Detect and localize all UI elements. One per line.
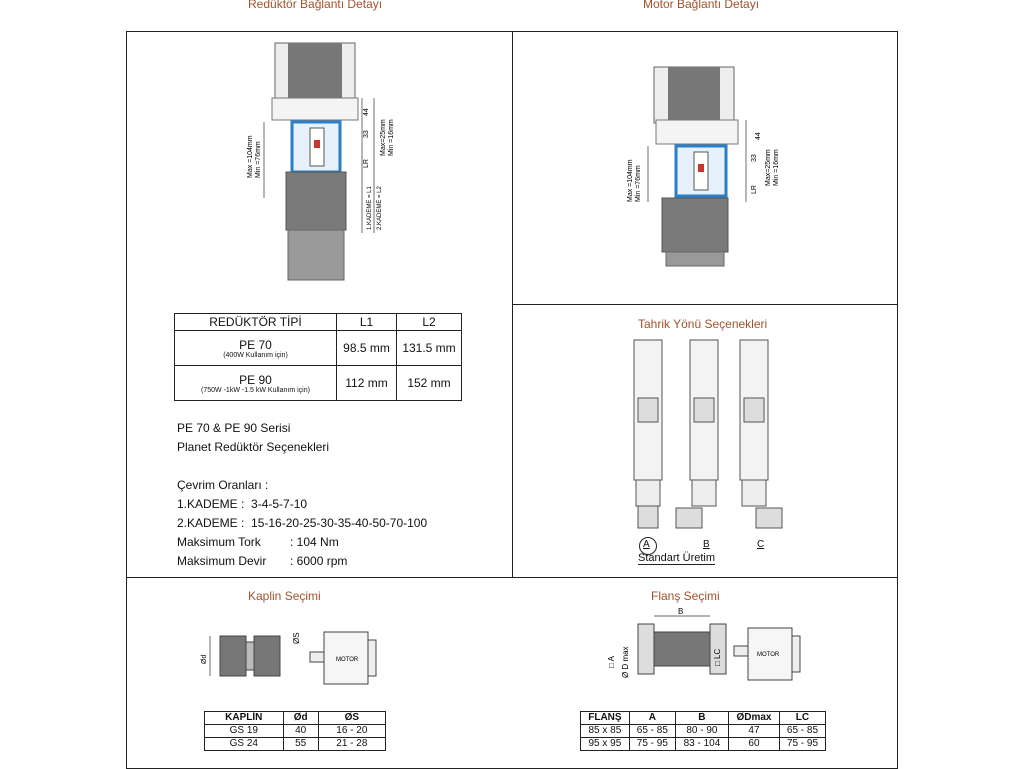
flange-a-label: □ A [607,656,616,668]
torque-value: : 104 Nm [290,535,339,549]
motor-connection-title: Motor Bağlantı Detayı [643,0,760,11]
flange-lc-label: □ LC [713,648,722,666]
flange-cell: 65 - 85 [779,725,825,738]
reducer-table-header: REDÜKTÖR TİPİ [175,314,337,331]
motor-connection-drawing [618,64,788,274]
coupling-os-label: ØS [292,632,301,644]
kademe2-label: 2.KADEME : [177,516,245,530]
reducer-l2: 152 mm [397,366,462,401]
reducer-type: PE 70 [239,337,272,352]
reducer-table [174,313,462,401]
dim-min-length: Min =76mm [255,141,262,178]
flange-title: Flanş Seçimi [651,589,720,603]
reducer-connection-drawing [240,38,400,308]
motor-core [668,67,720,123]
flange-cell: 95 x 95 [581,738,630,751]
flange-cell: 65 - 85 [629,725,675,738]
table-row [175,366,462,401]
flange-cell: 75 - 95 [779,738,825,751]
option-a-label: A [643,539,650,550]
drive-direction-drawing [620,338,790,538]
coupling-insert [698,164,704,172]
coupling-table-header: ØS [318,712,385,725]
coupling-cell: 55 [283,738,318,751]
flange-table-header: B [675,712,728,725]
coupling-cell: 21 - 28 [318,738,385,751]
flange-cell: 80 - 90 [675,725,728,738]
flange-cell: 47 [728,725,779,738]
coupling-drawing [196,622,386,692]
flange-cell: 83 - 104 [675,738,728,751]
coupling-od-label: Ød [201,654,208,664]
reducer-note: (750W -1kW -1.5 kW Kullanım için) [201,386,310,394]
actuator-c [740,340,782,528]
speed-label: Maksimum Devir [177,554,267,568]
flange-b-label: B [678,607,684,616]
dim-min-shaft: Min =16mm [388,119,395,156]
flange-table-header: LC [779,712,825,725]
motor-end-cap [666,252,724,266]
flange-dmax-label: Ø D max [621,646,630,678]
dim-min-length: Min =76mm [635,165,642,202]
table-row [175,331,462,366]
flange-cell: 85 x 85 [581,725,630,738]
coupling-cell: GS 19 [205,725,284,738]
dim-min-shaft: Min =16mm [773,149,780,186]
coupling-insert [314,140,320,148]
series-line: PE 70 & PE 90 Serisi [177,421,291,435]
kademe2-label: 2.KADEME = L2 [377,186,383,230]
dim-max-length: Max =104mm [247,135,254,178]
coupling-cell: 40 [283,725,318,738]
speed-value: : 6000 rpm [290,554,348,568]
drive-direction-title: Tahrik Yönü Seçenekleri [638,317,768,331]
actuator-b [676,340,718,528]
option-b-label: B [703,539,710,550]
flange-motor-label: MOTOR [757,652,780,658]
coupling-cell: GS 24 [205,738,284,751]
reducer-output [288,230,344,280]
series-description: Planet Redüktör Seçenekleri [177,440,330,454]
table-row [581,738,826,751]
reducer-info [177,419,427,571]
flange-cell: 75 - 95 [629,738,675,751]
reducer-l1: 98.5 mm [337,331,397,366]
reducer-note: (400W Kullanım için) [223,351,288,359]
flange-drawing [600,606,820,696]
divider-horizontal [126,577,898,578]
coupling-table-header: Ød [283,712,318,725]
dim-lr: LR [751,185,758,194]
flange-table-header: ØDmax [728,712,779,725]
reducer-l2: 131.5 mm [397,331,462,366]
flange-table-header: A [629,712,675,725]
reducer-table-header: L1 [337,314,397,331]
reducer-l1: 112 mm [337,366,397,401]
flange-cell: 60 [728,738,779,751]
dim-33: 33 [363,130,370,138]
coupling-title: Kaplin Seçimi [248,589,321,603]
motor-flange [656,120,738,144]
dim-33: 33 [751,154,758,162]
kademe1-value: 3-4-5-7-10 [251,497,308,511]
divider-right-middle [512,304,898,305]
reducer-connection-title: Redüktör Bağlantı Detayı [248,0,383,11]
motor-end-block [662,198,728,252]
coupling-cell: 16 - 20 [318,725,385,738]
motor-flange [272,98,358,120]
standard-production-label: Standart Üretim [638,552,716,564]
table-row [205,738,386,751]
table-row [581,725,826,738]
motor-core [288,43,342,101]
reducer-body [286,172,346,230]
kademe1-label: 1.KADEME = L1 [367,186,373,230]
dim-44: 44 [363,108,370,116]
kademe2-value: 15-16-20-25-30-35-40-50-70-100 [251,516,428,530]
dim-max-shaft: Max=25mm [380,119,387,156]
coupling-motor-label: MOTOR [336,657,359,663]
coupling-table [204,711,386,751]
option-c-label: C [757,539,765,550]
kademe1-label: 1.KADEME : [177,497,245,511]
dim-44: 44 [755,132,762,140]
ratios-title: Çevrim Oranları : [177,478,269,492]
torque-label: Maksimum Tork [177,535,261,549]
dim-max-length: Max =104mm [627,159,634,202]
table-row [205,725,386,738]
flange-table-header: FLANŞ [581,712,630,725]
dim-lr: LR [363,159,370,168]
coupling-table-header: KAPLİN [205,712,284,725]
reducer-table-header: L2 [397,314,462,331]
reducer-type: PE 90 [239,372,272,387]
actuator-a [634,340,662,528]
dim-max-shaft: Max=25mm [765,149,772,186]
flange-table [580,711,826,751]
